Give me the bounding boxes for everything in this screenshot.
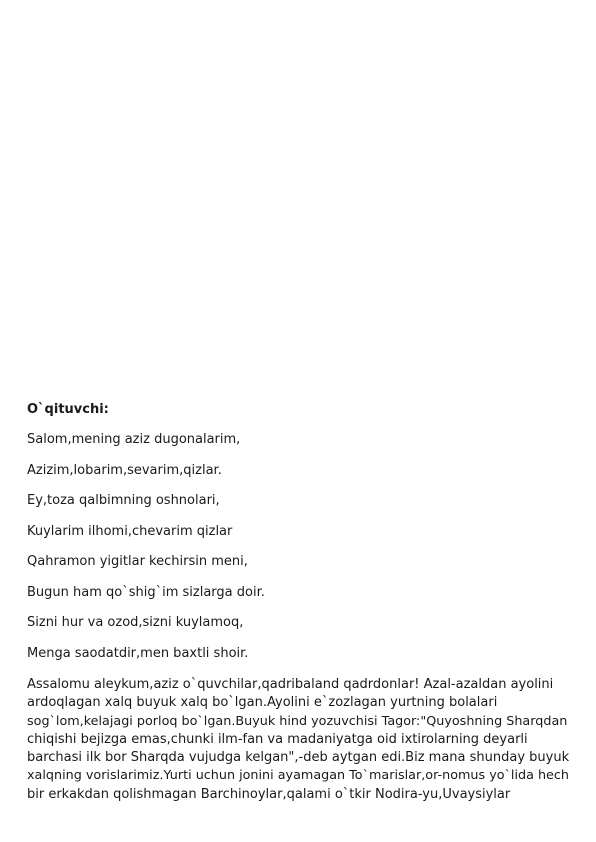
paragraph-line: chiqishi bejizga emas,chunki ilm-fan va madaniyatga oid ixtirolarning deyarli	[27, 731, 528, 747]
paragraph-line: barchasi ilk bor Sharqda vujudga kelgan",-deb aytgan edi.Biz mana shunday buyuk	[27, 750, 570, 766]
paragraph-line: xalqning vorislarimiz.Yurti uchun jonini ayamagan To`marislar,or-nomus yo`lida hech	[27, 768, 569, 784]
paragraph-line: Assalomu aleykum,aziz o`quvchilar,qadribaland qadrdonlar! Azal-azaldan ayolini	[27, 677, 554, 692]
poem-line: Qahramon yigitlar kechirsin meni,	[27, 554, 248, 569]
poem-line: Bugun ham qo`shig`im sizlarga doir.	[27, 584, 265, 600]
poem-line: Kuylarim ilhomi,chevarim qizlar	[27, 523, 233, 539]
poem-line: Azizim,lobarim,sevarim,qizlar.	[27, 462, 222, 478]
body-paragraph	[27, 676, 572, 804]
poem-line: Salom,mening aziz dugonalarim,	[27, 432, 241, 447]
paragraph-line: sog`lom,kelajagi porloq bo`lgan.Buyuk hind yozuvchisi Tagor:"Quyoshning Sharqdan	[27, 713, 568, 729]
poem-line: Sizni hur va ozod,sizni kuylamoq,	[27, 615, 244, 630]
poem-line: Ey,toza qalbimning oshnolari,	[27, 493, 220, 508]
poem	[27, 432, 572, 662]
poem-line: Menga saodatdir,men baxtli shoir.	[27, 645, 249, 661]
document-content	[27, 402, 572, 804]
speaker-heading: O`qituvchi:	[27, 402, 109, 417]
paragraph-line: ardoqlagan xalq buyuk xalq bo`lgan.Ayolini e`zozlagan yurtning bolalari	[27, 695, 498, 711]
paragraph-line: bir erkakdan qolishmagan Barchinoylar,qalami o`tkir Nodira-yu,Uvaysiylar	[27, 786, 511, 802]
